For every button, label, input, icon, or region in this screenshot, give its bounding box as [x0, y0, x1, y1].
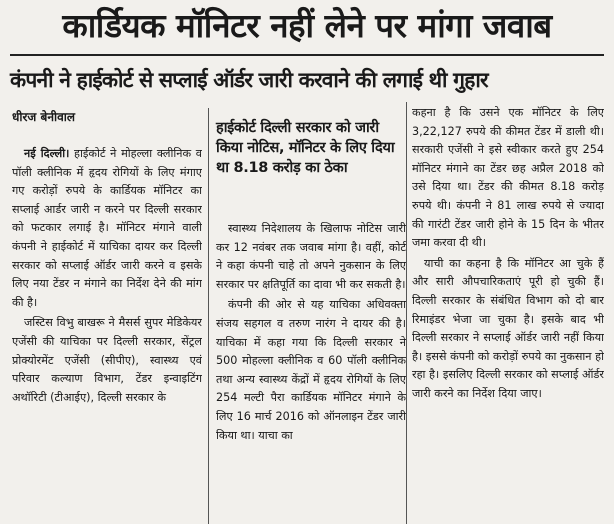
article-column-1: [12, 145, 202, 524]
paragraph: [12, 145, 202, 312]
subheadline: कंपनी ने हाईकोर्ट से सप्लाई ऑर्डर जारी करवाने की लगाई थी गुहार: [10, 68, 488, 92]
headline: कार्डियक मॉनिटर नहीं लेने पर मांगा जवाब: [62, 6, 552, 45]
article-column-2: [216, 220, 406, 524]
paragraph-text: हाईकोर्ट ने मोहल्ला क्लीनिक व पॉली क्लीनिक में हृदय रोगियों के लिए मंगाए गए करोड़ों रुपये के कार्डियक मॉनिटर का सप्लाई आर्डर जारी न करने पर दिल्ली सरकार को फटकार लगाई है। मॉनिटर मंगाने वाली कंपनी ने हाईकोर्ट में याचिका दायर कर दिल्ली सरकार को सप्लाई ऑर्डर जारी करने व इसके लिए नया टेंडर न मंगाने का निर्देश देने की मांग की है।: [12, 147, 202, 309]
column-divider-1: [208, 108, 209, 524]
paragraph: स्वास्थ्य निदेशालय के खिलाफ नोटिस जारी कर 12 नवंबर तक जवाब मांगा है। वहीं, कोर्ट ने कहा कंपनी चाहे तो अपने नुकसान के लिए सरकार पर क्षतिपूर्ति का दावा भी कर सकती है।: [216, 222, 406, 291]
paragraph: कंपनी की ओर से यह याचिका अधिवक्ता संजय सहगल व तरुण नारंग ने दायर की है। याचिका में कहा गया कि दिल्ली सरकार ने 500 मोहल्ला क्लीनिक व 60 पॉली क्लीनिक तथा अन्य स्वास्थ्य केंद्रों में हृदय रोगियों के लिए 254 मल्टी पैरा कार्डियक मॉनिटर मंगाने के लिए 16 मार्च 2016 को ऑनलाइन टेंडर जारी किया था। याचा का: [216, 298, 406, 442]
paragraph: कहना है कि उसने एक मॉनिटर के लिए 3,22,127 रुपये की कीमत टेंडर में डाली थी। सरकारी एजेंसी ने इसे स्वीकार करते हुए 254 मॉनिटर मंगाने का टेंडर छह अप्रैल 2018 को उसे दिया था। टेंडर की कीमत 8.18 करोड़ रुपये थी। कंपनी ने 81 लाख रुपये से ज्यादा की गारंटी टेंडर जारी होने के 15 दिन के भीतर जमा करवा दी थी।: [412, 106, 604, 250]
column-divider-2: [406, 102, 407, 524]
paragraph: याची का कहना है कि मॉनिटर आ चुके हैं और सारी औपचारिकताएं पूरी हो चुकी हैं। दिल्ली सरकार के संबंधित विभाग को दो बार रिमाइंडर भेजा जा चुका है। इसके बाद भी दिल्ली सरकार ने सप्लाई ऑर्डर जारी नहीं किया है। इससे कंपनी को करोड़ों रुपये का नुकसान हो रहा है। इसलिए दिल्ली सरकार को सप्लाई ऑर्डर जारी करने का निर्देश दिया जाए।: [412, 256, 604, 400]
dateline: नई दिल्ली।: [24, 147, 70, 160]
byline: धीरज बेनीवाल: [12, 110, 76, 124]
article-column-3: [412, 104, 604, 524]
paragraph: जस्टिस विभु बाखरू ने मैसर्स सुपर मेडिकेयर एजेंसी की याचिका पर दिल्ली सरकार, सेंट्रल प्रोक्योरमेंट एजेंसी (सीपीए), स्वास्थ्य एवं परिवार कल्याण विभाग, टेंडर इन्वाइटिंग अथॉरिटी (टीआईए), दिल्ली सरकार के: [12, 316, 202, 404]
headline-rule: [10, 54, 604, 56]
pull-quote: हाईकोर्ट दिल्ली सरकार को जारी किया नोटिस, मॉनिटर के लिए दिया था 8.18 करोड़ का ठेका: [216, 120, 395, 176]
